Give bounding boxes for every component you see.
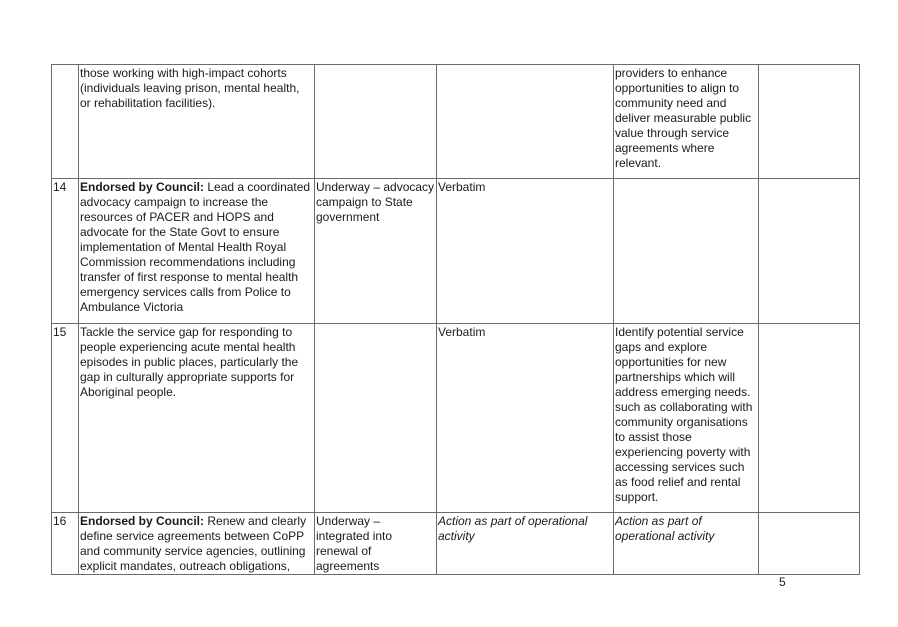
row-number: 16 (52, 513, 79, 575)
recommendation-cell (79, 65, 315, 179)
notes-cell (759, 65, 860, 179)
status-cell: Underway – advocacy campaign to State government (315, 179, 437, 324)
row-number: 15 (52, 324, 79, 513)
recommendation-text: Renew and clearly define service agreements between CoPP and community service agencies, outlining explicit mandates, outreach obligations, (80, 514, 307, 573)
status-cell: Underway – integrated into renewal of agreements (315, 513, 437, 575)
response-cell: Verbatim (437, 324, 614, 513)
recommendation-cell (79, 324, 315, 513)
action-cell: providers to enhance opportunities to align to community need and deliver measurable public value through service agreements where relevant. (614, 65, 759, 179)
recommendation-text: Lead a coordinated advocacy campaign to increase the resources of PACER and HOPS and advocate for the State Govt to ensure implementation of Mental Health Royal Commission recommendations including transfer of first response to mental health emergency services calls from Police to Ambulance Victoria (80, 180, 311, 314)
action-cell (614, 179, 759, 324)
recommendations-table (51, 64, 860, 575)
table-row (52, 65, 860, 179)
response-cell (437, 65, 614, 179)
notes-cell (759, 513, 860, 575)
row-number: 14 (52, 179, 79, 324)
recommendation-cell (79, 513, 315, 575)
recommendation-prefix: Endorsed by Council: (80, 514, 205, 528)
action-cell: Action as part of operational activity (614, 513, 759, 575)
status-cell (315, 65, 437, 179)
response-cell: Action as part of operational activity (437, 513, 614, 575)
recommendation-text: Tackle the service gap for responding to people experiencing acute mental health episodes in public places, particularly the gap in culturally appropriate supports for Aboriginal people. (80, 325, 299, 399)
recommendation-cell (79, 179, 315, 324)
recommendation-prefix: Endorsed by Council: (80, 180, 205, 194)
response-cell: Verbatim (437, 179, 614, 324)
table-row (52, 179, 860, 324)
recommendation-text: those working with high-impact cohorts (individuals leaving prison, mental health, or rehabilitation facilities). (80, 66, 300, 110)
page-number: 5 (779, 575, 786, 589)
status-cell (315, 324, 437, 513)
notes-cell (759, 324, 860, 513)
notes-cell (759, 179, 860, 324)
action-cell: Identify potential service gaps and explore opportunities for new partnerships which will address emerging needs. such as collaborating with community organisations to assist those experiencing poverty with accessing services such as food relief and rental support. (614, 324, 759, 513)
table-row (52, 324, 860, 513)
table-row (52, 513, 860, 575)
row-number (52, 65, 79, 179)
